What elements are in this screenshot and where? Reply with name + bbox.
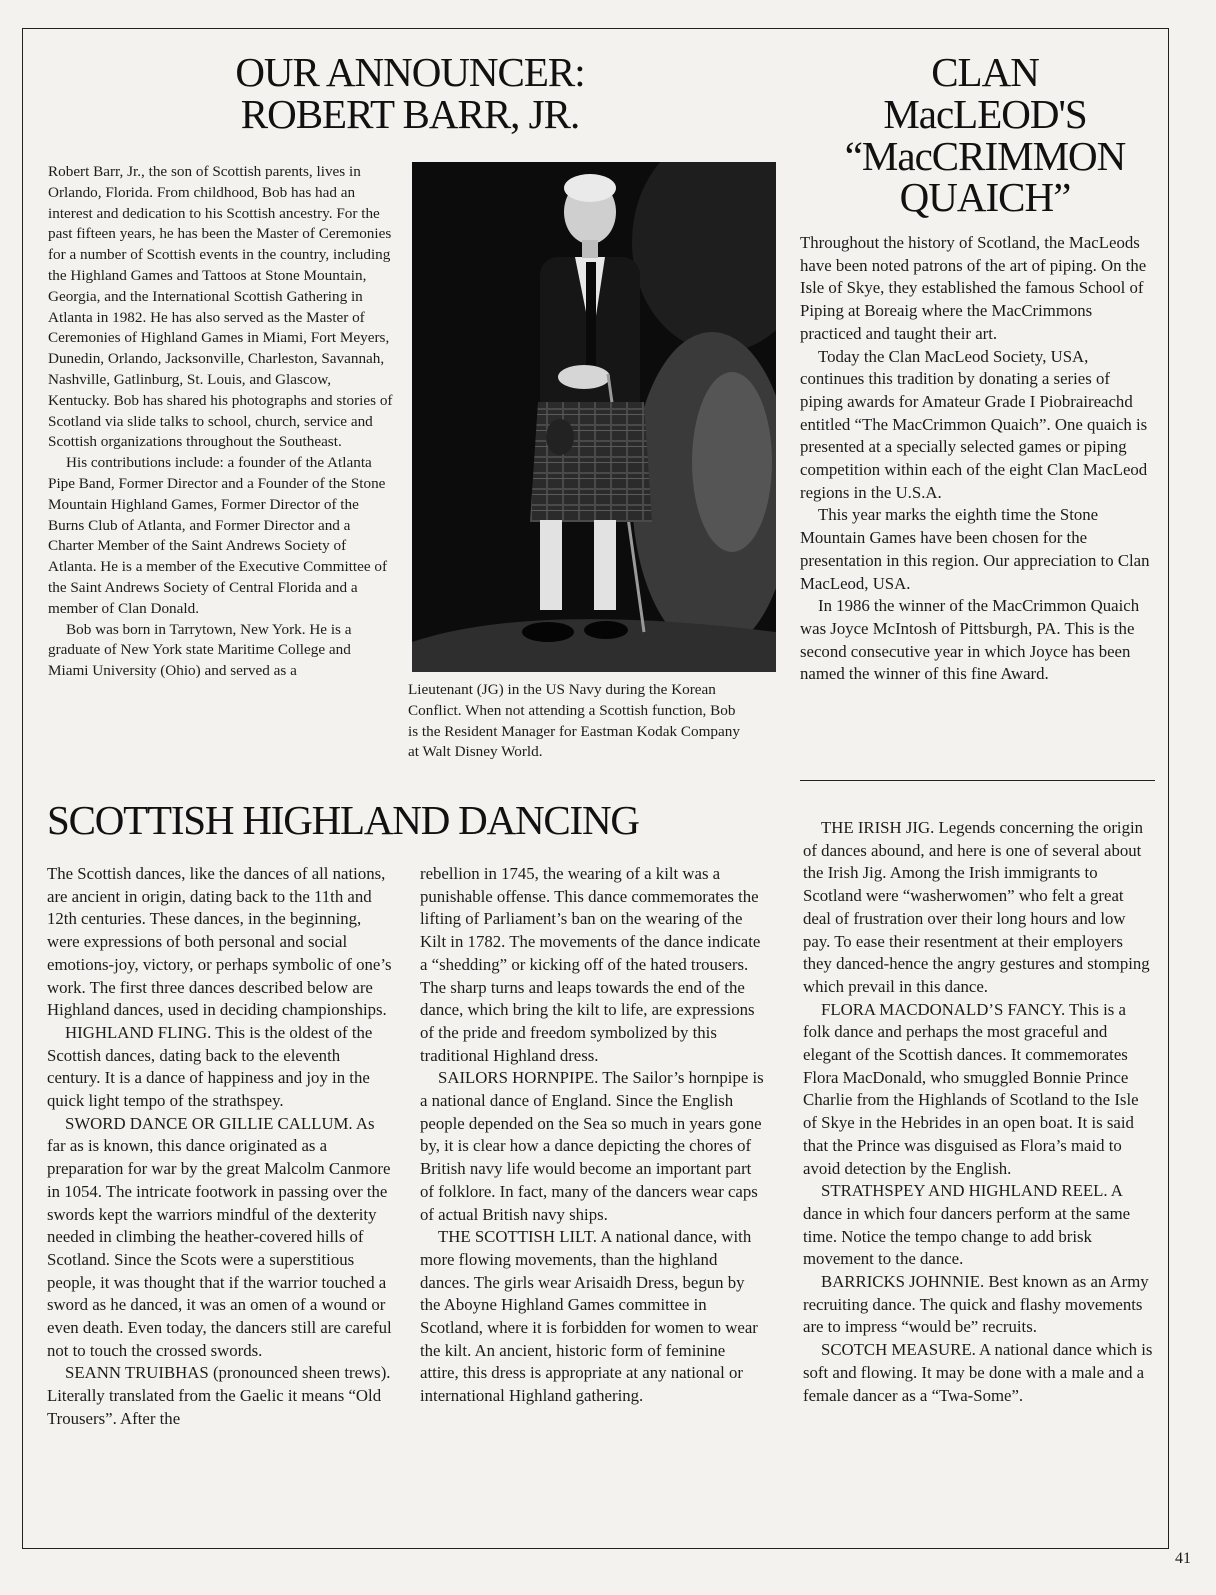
dancing-paragraph: SCOTCH MEASURE. A national dance which is soft and flowing. It may be done with a male and a female dancer as a “Twa-Some”. (803, 1340, 1153, 1405)
clan-paragraph: Today the Clan MacLeod Society, USA, continues this tradition by donating a series of piping awards for Amateur Grade I Piobraireachd entitled “The MacCrimmon Quaich”. One quaich is presented at a specially selected games or piping competition within each of the eight Clan MacLeod regions in the U.S.A. (800, 346, 1148, 502)
dancing-paragraph: BARRICKS JOHNNIE. Best known as an Army recruiting dance. The quick and flashy movements are to impress “would be” recruits. (803, 1272, 1149, 1337)
dancing-paragraph: THE IRISH JIG. Legends concerning the origin of dances abound, and here is one of several about the Irish Jig. Among the Irish immigrants to Scotland were “washerwomen” who felt a great deal of frustration over their long hours and low pay. To ease their resentment at their employers they danced-hence the angry gestures and stomping which prevail in this dance. (803, 818, 1150, 996)
dancing-paragraph: SEANN TRUIBHAS (pronounced sheen trews). Literally translated from the Gaelic it means “Old Trousers”. After the (47, 1363, 391, 1428)
dancing-headline: SCOTTISH HIGHLAND DANCING (47, 797, 639, 843)
photo-illustration (412, 162, 776, 672)
bottom-rule (22, 1548, 1169, 1549)
dancing-column-1 (47, 863, 392, 1431)
dancing-paragraph: FLORA MACDONALD’S FANCY. This is a folk dance and perhaps the most graceful and elegant of the Scottish dances. It commemorates Flora MacDonald, who smuggled Bonnie Prince Charlie from the Highlands of Scotland to the Isle of Skye in the Hebrides in an open boat. It is said that the Prince was disguised as Flora’s maid to avoid detection by the English. (803, 999, 1139, 1178)
dancing-paragraph: THE SCOTTISH LILT. A national dance, with more flowing movements, than the highland dances. The girls wear Arisaidh Dress, begun by the Aboyne Highland Games committee in Scotland, where it is forbidden for women to wear the kilt. An ancient, historic form of feminine attire, this dress is appropriate at any national or international Highland gathering. (420, 1227, 758, 1406)
clan-headline (820, 49, 1150, 221)
dancing-column-2 (420, 863, 765, 1408)
clan-paragraph: This year marks the eighth time the Stone Mountain Games have been chosen for the presentation in this region. Our appreciation to Clan MacLeod, USA. (800, 505, 1150, 593)
dancing-paragraph: The Scottish dances, like the dances of all nations, are ancient in origin, dating back to the 11th and 12th centuries. These dances, in the beginning, were expressions of both personal and social emotions-joy, victory, or perhaps symbolic of one’s work. The first three dances described below are Highland dances, used in deciding championships. (47, 864, 392, 1020)
announcer-headline (170, 49, 650, 137)
clan-headline-line3: “MacCRIMMON (844, 132, 1126, 179)
dancing-paragraph: SAILORS HORNPIPE. The Sailor’s hornpipe is a national dance of England. Since the English people depended on the Sea so much in years gone by, it is clear how a dance depicting the chores of British navy life would become an important part of folklore. In fact, many of the dancers wear caps of actual British navy ships. (420, 1068, 764, 1224)
dancing-paragraph: rebellion in 1745, the wearing of a kilt was a punishable offense. This dance commemorates the lifting of Parliament’s ban on the wearing of the Kilt in 1782. The movements of the dance indicate a “shedding” or kicking off of the hated trousers. The sharp turns and leaps towards the end of the dance, which bring the kilt to life, are expressions of the pride and freedom symbolized by this traditional Highland dress. (420, 864, 761, 1065)
dancing-paragraph: SWORD DANCE OR GILLIE CALLUM. As far as is known, this dance originated as a preparation for war by the great Malcolm Canmore in 1054. The intricate footwork in passing over the swords kept the warriors mindful of the dexterity needed in climbing the heather-covered hills of Scotland. Since the Scots were a superstitious people, it was thought that if the warrior touched a sword as he danced, it was an omen of a wound or even death. Even today, the dancers still are careful not to touch the crossed swords. (47, 1113, 392, 1360)
page-number: 41 (1175, 1550, 1191, 1567)
dancing-paragraph: STRATHSPEY AND HIGHLAND REEL. A dance in which four dancers perform at the same time. Notice the tempo change to add brisk movement to the dance. (803, 1181, 1131, 1269)
announcer-photo (412, 162, 776, 672)
clan-paragraph: Throughout the history of Scotland, the MacLeods have been noted patrons of the art of piping. On the Isle of Skye, they established the famous School of Piping at Boreaig where the MacCrimmons practiced and taught their art. (800, 233, 1147, 343)
section-divider (800, 780, 1155, 781)
clan-article (800, 232, 1150, 686)
clan-headline-line2: MacLEOD'S (883, 90, 1087, 137)
clan-headline-line4: QUAICH” (899, 174, 1071, 221)
dancing-column-3 (803, 817, 1153, 1407)
bio-paragraph: His contributions include: a founder of the Atlanta Pipe Band, Former Director and a Founder of the Stone Mountain Highland Games, Former Director of the Burns Club of Atlanta, and Former Director and a Charter Member of the Saint Andrews Society of Atlanta. He is a member of the Executive Committee of the Saint Andrews Society of Central Florida and a member of Clan Donald. (48, 454, 388, 617)
announcer-headline-line1: OUR ANNOUNCER: (235, 49, 585, 95)
dancing-paragraph: HIGHLAND FLING. This is the oldest of the Scottish dances, dating back to the eleventh century. It is a dance of happiness and joy in the quick light tempo of the strathspey. (47, 1022, 373, 1111)
clan-paragraph: In 1986 the winner of the MacCrimmon Quaich was Joyce McIntosh of Pittsburgh, PA. This is the second consecutive year in which Joyce has been named the winner of this fine Award. (800, 596, 1140, 684)
announcer-headline-line2: ROBERT BARR, JR. (240, 90, 580, 137)
photo-caption (408, 680, 748, 763)
clan-headline-line1: CLAN (931, 49, 1039, 95)
announcer-bio (48, 162, 393, 682)
bio-paragraph: Bob was born in Tarrytown, New York. He is a graduate of New York state Maritime College and Miami University (Ohio) and served as a (48, 620, 352, 680)
caption-text: Lieutenant (JG) in the US Navy during the Korean Conflict. When not attending a Scottish function, Bob is the Resident Manager for Eastman Kodak Company at Walt Disney World. (408, 681, 740, 761)
bio-paragraph: Robert Barr, Jr., the son of Scottish parents, lives in Orlando, Florida. From childhood, Bob has had an interest and dedication to his Scottish ancestry. For the past fifteen years, he has been the Master of Ceremonies for a number of Scottish events in the country, including the Highland Games and Tattoos at Stone Mountain, Georgia, and the International Scottish Gathering in Atlanta in 1982. He has also served as the Master of Ceremonies of Highland Games in Miami, Fort Meyers, Dunedin, Orlando, Jacksonville, Charleston, Savannah, Nashville, Gatlinburg, St. Louis, and Glascow, Kentucky. Bob has shared his photographs and stories of Scotland via slide talks to school, church, service and Scottish organizations throughout the Southeast. (48, 163, 393, 451)
